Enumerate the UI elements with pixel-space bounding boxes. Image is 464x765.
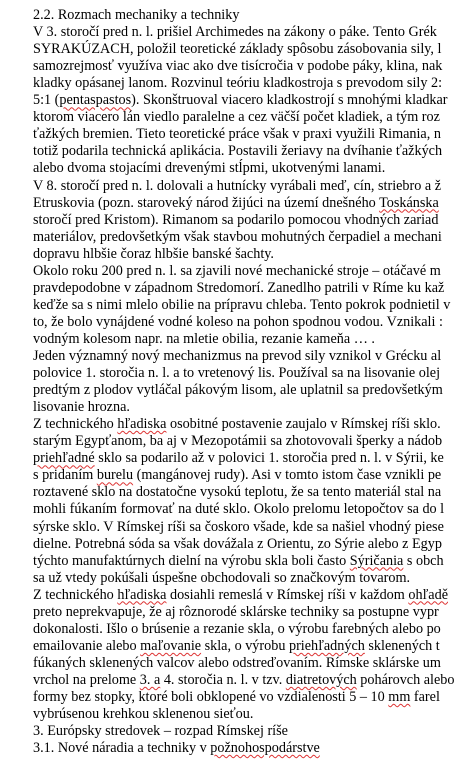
text-run: predtým z plodov vytláčal pákovým lisom, ale uplatnil sa predovšetkým xyxy=(33,382,443,399)
text-run: dosiahli remeslá v Rímskej ríši v každom xyxy=(166,586,409,603)
text-line xyxy=(33,450,444,466)
text-line xyxy=(33,92,448,108)
text-line xyxy=(33,519,444,535)
text-run: vybrúsenou krehkou sklenenou sieťou. xyxy=(33,706,254,723)
text-run: Z technického xyxy=(33,586,118,603)
text-run: ktorom viacero lán viedlo paralelne a cez väčší počet kladiek, a tým roz xyxy=(33,109,440,126)
text-run: dielne. Potrebná sóda sa však dovážala z Orientu, zo Sýrie alebo z Egyp xyxy=(33,535,442,552)
text-line xyxy=(33,706,253,722)
text-run: emailovanie alebo xyxy=(33,637,141,654)
text-run: ťažkých bremien. Tieto teoretické práce však v praxi využili Rimania, n xyxy=(33,126,441,143)
text-run: týchto manufaktúrnych dielní na výrobu skla boli často xyxy=(33,552,350,569)
text-run: sklo sa podarilo až v polovici 1. storočia pred n. l. v Sýrii, ke xyxy=(94,450,444,467)
text-line xyxy=(33,484,441,500)
text-line xyxy=(33,570,410,586)
text-line xyxy=(33,416,441,432)
spellcheck-word: pentaspastos xyxy=(59,92,132,109)
text-line xyxy=(33,621,441,637)
text-line xyxy=(33,501,444,517)
text-run: V 8. storočí pred n. l. dolovali a hutnícky vyrábali meď, cín, striebro a ž xyxy=(33,177,442,194)
text-run: fúkaných sklenených valcov alebo odstreďovaním. Rímske sklárske um xyxy=(33,654,441,671)
text-line xyxy=(33,382,443,398)
text-run: V 3. storočí pred n. l. prišiel Archimedes na zákony o páke. Tento Grék xyxy=(33,24,437,41)
spellcheck-word: diatretových xyxy=(285,671,357,688)
text-run: mohli fúkaním formovať na duté sklo. Okolo prelomu letopočtov sa do l xyxy=(33,501,445,518)
text-line xyxy=(33,263,441,279)
text-line xyxy=(33,655,441,671)
text-run: dopravu hlbšie čoraz hlbšie banské šachty. xyxy=(33,245,274,262)
text-line xyxy=(33,212,438,228)
text-line xyxy=(33,109,440,125)
text-line xyxy=(33,195,439,211)
text-run: 2.2. Rozmach mechaniky a techniky xyxy=(33,7,240,23)
text-run: kladky opásanej lanom. Rozvinul teóriu kladkostroja s prevodom sily 2: xyxy=(33,75,443,92)
text-run: sa už vtedy pokúšali úspešne obchodovali so značkovým tovarom. xyxy=(33,569,411,586)
text-line xyxy=(33,178,441,194)
text-run: sýrske sklo. V Rímskej ríši sa čoskoro všade, kde sa našiel vhodný piese xyxy=(33,518,444,535)
text-run: SYRAKÚZACH, položil teoretické základy spôsobu zásobovania sily, l xyxy=(33,41,442,58)
text-run: Okolo roku 200 pred n. l. sa zjavili nové mechanické stroje – otáčavé m xyxy=(33,262,441,279)
text-line xyxy=(33,536,442,552)
text-line xyxy=(33,399,130,415)
text-line xyxy=(33,604,439,620)
spellcheck-word: maľovanie xyxy=(140,637,202,654)
text-run: Etruskovia (pozn. staroveký národ žijúci na území dnešného xyxy=(33,194,380,211)
text-run: sklenených t xyxy=(364,637,440,654)
text-run: roztavené sklo na dostatočne vysokú teplotu, že sa tento materiál stal na xyxy=(33,484,442,501)
text-run: preto neprekvapuje, že aj rôznorodé sklárske techniky sa postupne vypr xyxy=(33,603,439,620)
text-run: 4. storočia n. l. v tzv. xyxy=(160,671,286,688)
text-run: ). Skonštruoval viacero kladkostrojí s mnohými kladkar xyxy=(131,92,448,109)
text-run: starým Egypťanom, ba aj v Mezopotámii sa zhotovovali šperky a nádob xyxy=(33,433,443,450)
spellcheck-word: hľadiska xyxy=(117,416,167,433)
spellcheck-word: požnohospodárstve xyxy=(210,740,320,757)
text-run: to, že bolo vynájdené vodné koleso na pohon spodnou vodou. Vznikali : xyxy=(33,313,443,330)
text-run: (mangánovej rudy). Asi v tomto istom čase vznikli pe xyxy=(133,467,442,484)
text-line xyxy=(33,740,320,756)
text-run: storočí pred Kristom). Rimanom sa podarilo pomocou vhodných zariad xyxy=(33,211,439,228)
text-line xyxy=(33,24,437,40)
text-line xyxy=(33,75,442,91)
text-run: dokonalosti. Išlo o brúsenie a rezanie skla, o výrobu farebných alebo po xyxy=(33,620,441,637)
text-line xyxy=(33,672,454,688)
text-line xyxy=(33,553,444,569)
text-run: totiž podarila technická aplikácia. Postavili žeriavy na dvíhanie ťažkých xyxy=(33,143,443,160)
spellcheck-word: hľadiska xyxy=(117,586,167,603)
text-line xyxy=(33,297,450,313)
text-run: skla, o výrobu xyxy=(201,637,289,654)
text-line xyxy=(33,229,442,245)
spellcheck-word: priehľadné xyxy=(33,450,95,467)
text-run: pravdepodobne v západnom Stredomorí. Zanedlho patrili v Ríme ku kaž xyxy=(33,279,445,296)
text-line xyxy=(33,143,442,159)
text-run: pohárovch alebo xyxy=(356,671,455,688)
spellcheck-word: Sýričania xyxy=(349,552,404,569)
text-line xyxy=(33,365,440,381)
text-run: s pridaním xyxy=(33,467,97,484)
text-run: 3.1. Nové náradia a techniky v xyxy=(33,740,211,757)
text-line xyxy=(33,433,442,449)
spellcheck-word: priehľadných xyxy=(288,637,365,654)
text-run: 3. Európsky stredovek – rozpad Rímskej ríše xyxy=(33,723,288,740)
spellcheck-word: ohľadě xyxy=(408,586,448,603)
text-line xyxy=(33,348,441,364)
text-line xyxy=(33,7,239,23)
text-line xyxy=(33,160,385,176)
text-line xyxy=(33,280,444,296)
spellcheck-word: mm xyxy=(388,689,411,705)
text-run: materiálov, predovšetkým však stavbou mohutných čerpadiel a mechani xyxy=(33,228,442,245)
spellcheck-word: 3. a xyxy=(139,671,161,688)
spellcheck-word: Toskánska xyxy=(379,194,439,211)
text-line xyxy=(33,587,448,603)
text-run: alebo dvoma stojacími drevenými stĺpmi, ukotvenými lanami. xyxy=(33,160,386,177)
text-line xyxy=(33,331,375,347)
text-run: Jeden významný nový mechanizmus na prevod sily vznikol v Grécku al xyxy=(33,348,442,364)
text-line xyxy=(33,58,442,74)
text-run: vodným kolesom napr. na mletie obilia, rezanie kameňa … . xyxy=(33,330,375,347)
text-run: farel xyxy=(410,689,440,705)
text-line xyxy=(33,41,441,57)
text-run: osobitné postavenie zaujalo v Rímskej ríši sklo. xyxy=(166,416,441,433)
text-line xyxy=(33,246,274,262)
text-run: 5:1 ( xyxy=(33,92,60,109)
text-run: formy bez stopky, ktoré boli obklopené vo vzdialenosti 5 – 10 xyxy=(33,689,389,705)
text-run: vrchol na prelome xyxy=(33,671,140,688)
text-run: Z technického xyxy=(33,416,118,433)
text-line xyxy=(33,467,441,483)
text-line xyxy=(33,689,440,705)
text-run: samozrejmosť využíva viac ako dve tisícročia v podobe páky, klina, nak xyxy=(33,58,443,75)
text-line xyxy=(33,638,440,654)
text-line xyxy=(33,723,288,739)
text-line xyxy=(33,314,443,330)
text-run: lisovanie hrozna. xyxy=(33,399,130,416)
text-run: s obch xyxy=(403,552,444,569)
text-run: keďže sa s nimi mlelo obilie na prípravu chleba. Tento pokrok podnietil v xyxy=(33,296,451,313)
text-run: polovice 1. storočia n. l. a to vretenový lis. Používal sa na lisovanie olej xyxy=(33,365,441,382)
spellcheck-word: burelu xyxy=(96,467,134,484)
text-line xyxy=(33,126,441,142)
